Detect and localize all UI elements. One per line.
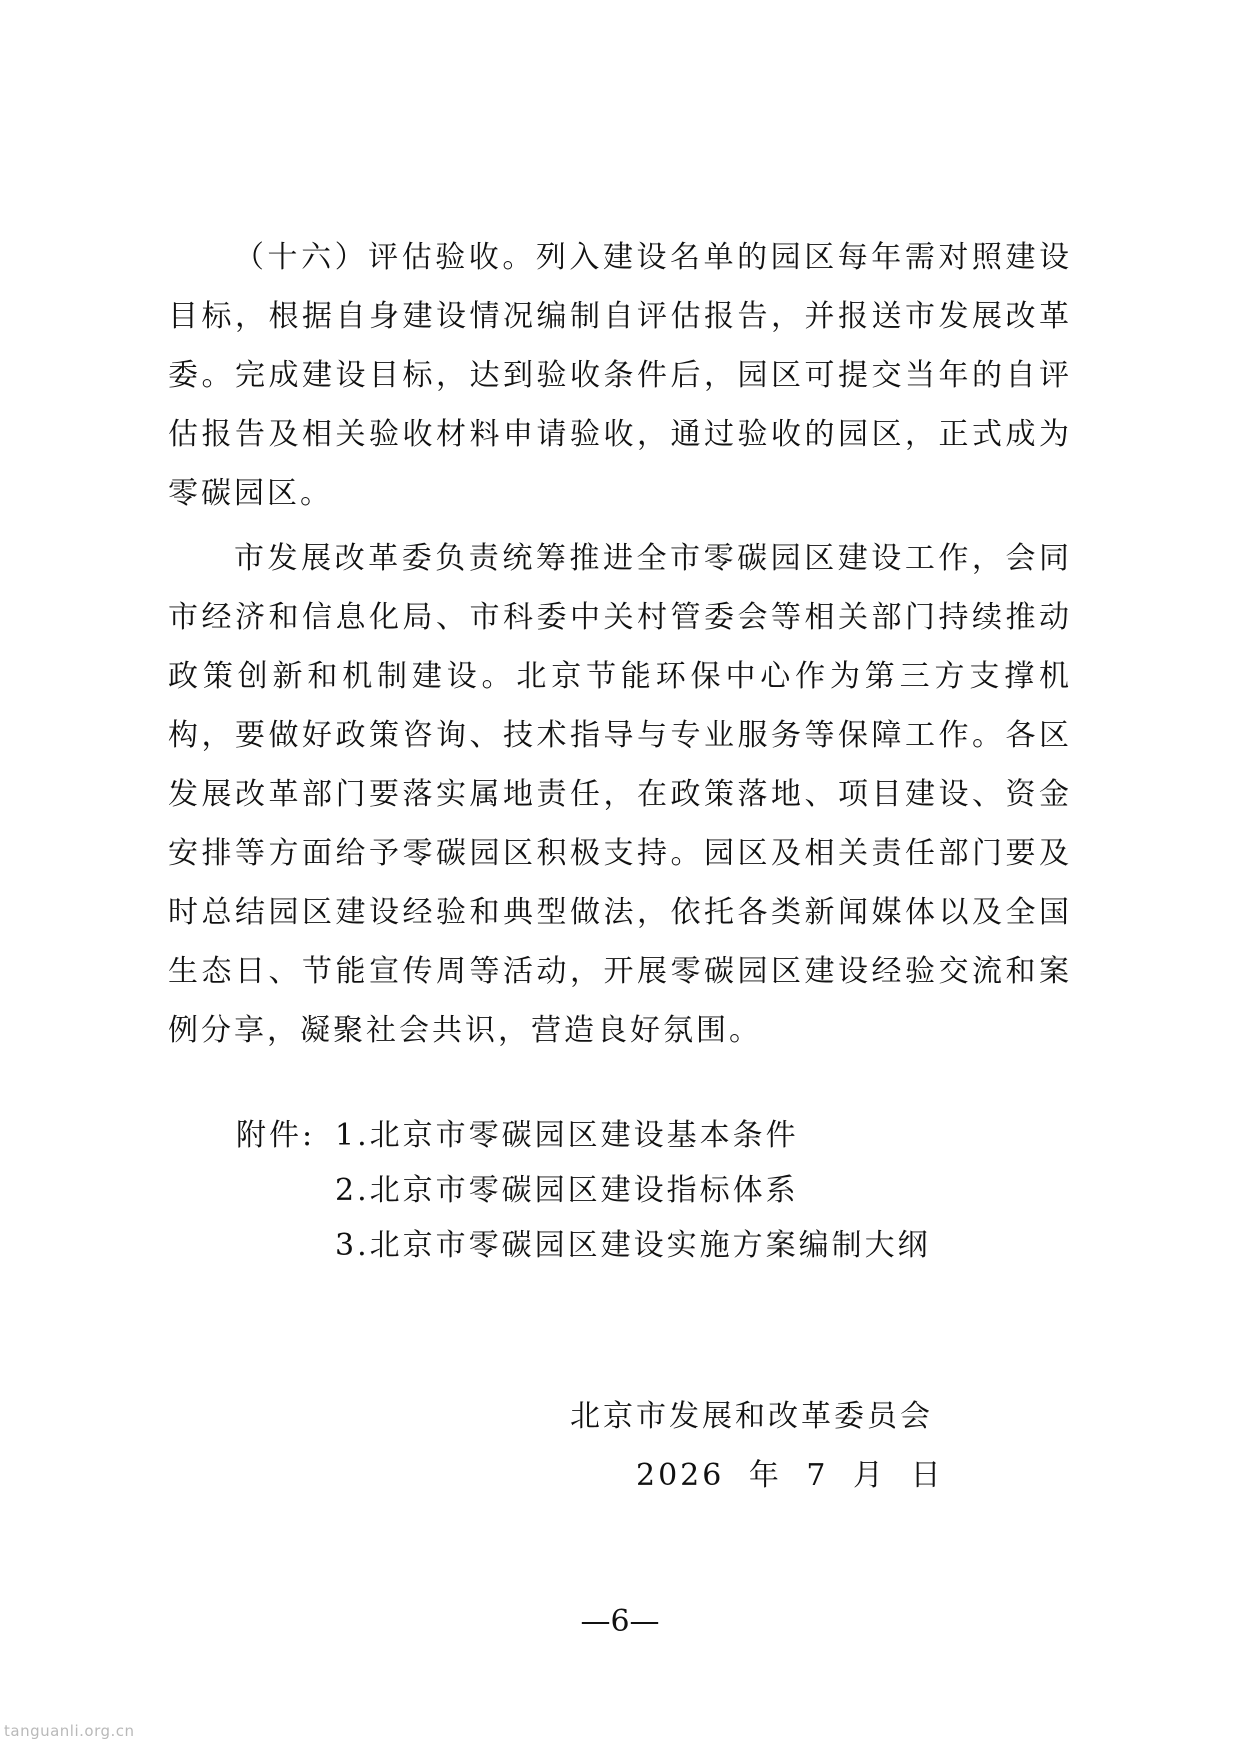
paragraph-responsibilities: 市发展改革委负责统筹推进全市零碳园区建设工作，会同市经济和信息化局、市科委中关村管委会等相关部门持续推动政策创新和机制建设。北京节能环保中心作为第三方支撑机构，要做好政策咨询、技术指导与专业服务等保障工作。各区发展改革部门要落实属地责任，在政策落地、项目建设、资金安排等方面给予零碳园区积极支持。园区及相关责任部门要及时总结园区建设经验和典型做法，依托各类新闻媒体以及全国生态日、节能宣传周等活动，开展零碳园区建设经验交流和案例分享，凝聚社会共识，营造良好氛围。 (168, 541, 1072, 1048)
attachment-row (236, 1218, 931, 1273)
signature-block (570, 1387, 944, 1505)
issue-date: 2026 年 7 月 日 (636, 1458, 944, 1493)
attachments-list (236, 1108, 931, 1273)
attachment-item: 1.北京市零碳园区建设基本条件 (335, 1118, 799, 1153)
attachments-label: 附件: (236, 1118, 316, 1153)
body-text (168, 228, 1072, 1060)
watermark-text: tanguanli.org.cn (4, 1722, 135, 1740)
attachment-indent (236, 1218, 335, 1273)
attachment-indent (236, 1163, 335, 1218)
attachment-item: 3.北京市零碳园区建设实施方案编制大纲 (335, 1228, 931, 1263)
attachment-row (236, 1108, 931, 1163)
attachment-item: 2.北京市零碳园区建设指标体系 (335, 1173, 799, 1208)
issuing-organization: 北京市发展和改革委员会 (570, 1399, 933, 1434)
paragraph-evaluation-acceptance: （十六）评估验收。列入建设名单的园区每年需对照建设目标，根据自身建设情况编制自评估报告，并报送市发展改革委。完成建设目标，达到验收条件后，园区可提交当年的自评估报告及相关验收材料申请验收，通过验收的园区，正式成为零碳园区。 (168, 240, 1072, 511)
attachment-row (236, 1163, 931, 1218)
page-number: —6— (580, 1604, 660, 1639)
